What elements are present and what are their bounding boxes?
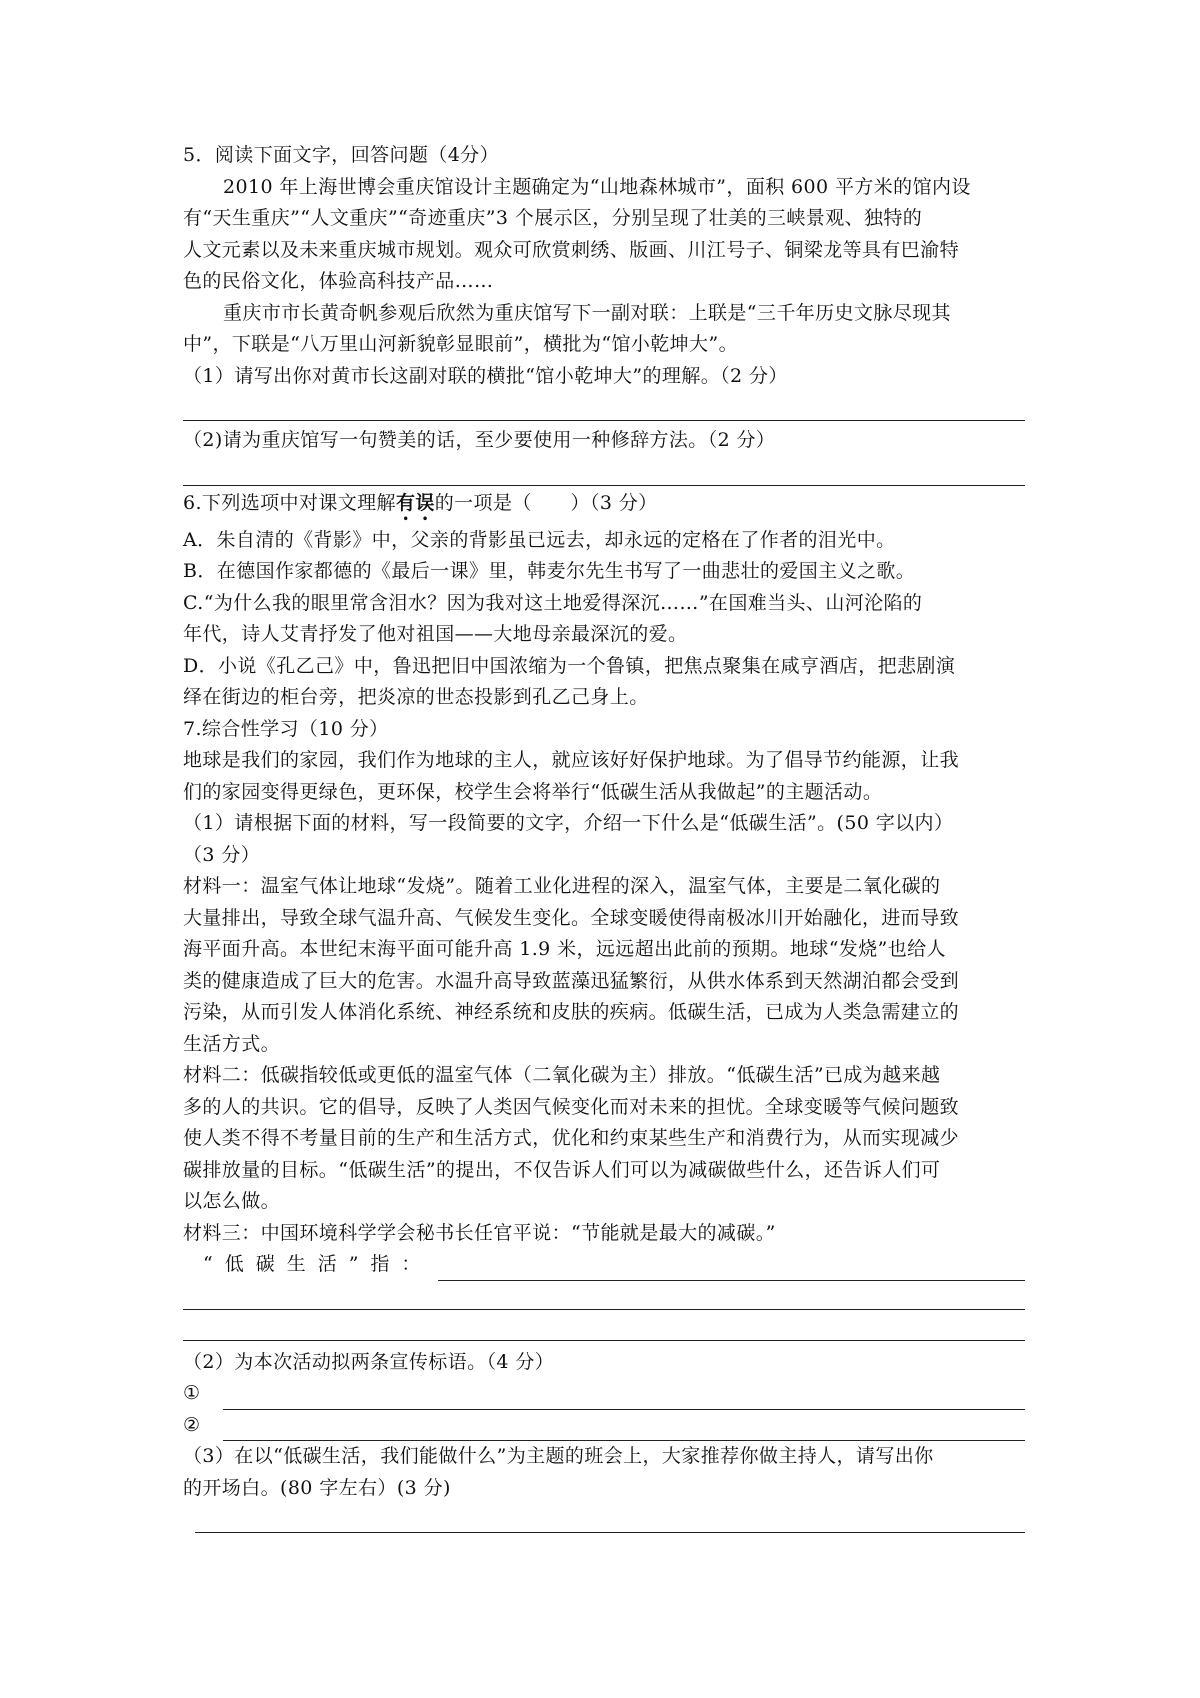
answer-line[interactable] [223, 1387, 1025, 1410]
material1-line: 材料一：温室气体让地球“发烧”。随着工业化进程的深入，温室气体，主要是二氧化碳的 [183, 875, 941, 897]
q7-sub2: （2）为本次活动拟两条宣传标语。（4 分） [183, 1350, 555, 1373]
slogan-mark: ① [183, 1382, 201, 1404]
q5-para1-line: 人文元素以及未来重庆城市规划。观众可欣赏刺绣、版画、川江号子、铜梁龙等具有巴渝特 [183, 238, 960, 261]
answer-line[interactable] [195, 1510, 1025, 1533]
material1-line: 类的健康造成了巨大的危害。水温升高导致蓝藻迅猛繁衍，从供水体系到天然湖泊都会受到 [183, 969, 960, 992]
material2-line: 使人类不得不考量目前的生产和生活方式，优化和约束某些生产和消费行为，从而实现减少 [183, 1127, 960, 1149]
slogan-row [183, 1378, 1025, 1410]
q7-title: 7.综合性学习（10 分） [183, 717, 389, 740]
q7-sub3-line: 的开场白。(80 字左右）(3 分) [183, 1476, 451, 1499]
answer-line[interactable] [183, 463, 1025, 486]
q5-para1-line: 2010 年上海世博会重庆馆设计主题确定为“山地森林城市”，面积 600 平方米的馆内设 [223, 175, 971, 198]
q7-sub1-line: （3 分） [183, 843, 261, 866]
material1-line: 海平面升高。本世纪末海平面可能升高 1.9 米，远远超出此前的预期。地球“发烧”也给人 [183, 938, 946, 960]
material1-line: 大量排出，导致全球气温升高、气候发生变化。全球变暖使得南极冰川开始融化，进而导致 [183, 906, 960, 929]
q6-title-emphasis: 有误 [395, 491, 435, 514]
material1-line: 生活方式。 [183, 1032, 281, 1055]
slogan-row [183, 1410, 1025, 1442]
exam-page [183, 140, 1025, 1533]
q6-option: D．小说《孔乙己》中，鲁迅把旧中国浓缩为一个鲁镇，把焦点聚集在咸亨酒店，把悲剧演 [183, 654, 956, 677]
material2-line: 以怎么做。 [183, 1190, 281, 1212]
answer-line[interactable] [223, 1418, 1025, 1441]
q5-para2-line: 重庆市市长黄奇帆参观后欣然为重庆馆写下一副对联：上联是“三千年历史文脉尽现其 [223, 301, 951, 324]
material2-line: 多的人的共识。它的倡导，反映了人类因气候变化而对未来的担忧。全球变暖等气候问题致 [183, 1095, 960, 1118]
answer-line[interactable] [438, 1258, 1025, 1281]
answer-line[interactable] [183, 1287, 1025, 1310]
slogan-mark: ② [183, 1413, 201, 1436]
q7-intro-line: 地球是我们的家园，我们作为地球的主人，就应该好好保护地球。为了倡导节约能源，让我 [183, 749, 960, 771]
q6-title-pre: 6.下列选项中对课文理解 [183, 491, 396, 514]
q7-sub1-line: （1）请根据下面的材料，写一段简要的文字，介绍一下什么是“低碳生活”。(50 字以内） [183, 812, 954, 834]
material1-line: 污染，从而引发人体消化系统、神经系统和皮肤的疾病。低碳生活，已成为人类急需建立的 [183, 1001, 960, 1023]
q6-title-post: 的一项是（ ）（3 分） [434, 491, 658, 514]
q6-option: C.“为什么我的眼里常含泪水？因为我对这土地爱得深沉……”在国难当头、山河沦陷的 [183, 591, 923, 614]
material2-line: 材料二：低碳指较低或更低的温室气体（二氧化碳为主）排放。“低碳生活”已成为越来越 [183, 1064, 941, 1086]
q5-sub2: （2)请为重庆馆写一句赞美的话，至少要使用一种修辞方法。（2 分） [183, 429, 776, 451]
q6-option: 绎在街边的柜台旁，把炎凉的世态投影到孔乙己身上。 [183, 686, 649, 708]
low-carbon-definition-row [183, 1249, 1025, 1281]
answer-line[interactable] [183, 398, 1025, 421]
q5-para1-line: 有“天生重庆”“人文重庆”“奇迹重庆”3 个展示区，分别呈现了壮美的三峡景观、独特的 [183, 207, 923, 229]
answer-line[interactable] [183, 1316, 1025, 1341]
q7-sub3-line: （3）在以“低碳生活，我们能做什么”为主题的班会上，大家推荐你做主持人，请写出你 [183, 1445, 934, 1467]
material2-line: 碳排放量的目标。“低碳生活”的提出，不仅告诉人们可以为减碳做些什么，还告诉人们可 [183, 1158, 941, 1181]
answer-lead-label: “低碳生活”指： [203, 1253, 433, 1275]
q5-sub1: （1）请写出你对黄市长这副对联的横批“馆小乾坤大”的理解。（2 分） [183, 364, 788, 387]
q5-title: 5．阅读下面文字，回答问题（4分） [183, 144, 499, 166]
q6-option: 年代，诗人艾青抒发了他对祖国——大地母亲最深沉的爱。 [183, 623, 688, 645]
q5-para1-line: 色的民俗文化，体验高科技产品…… [183, 270, 494, 292]
q6-option: A．朱自清的《背影》中，父亲的背影虽已远去，却永远的定格在了作者的泪光中。 [183, 528, 896, 551]
q5-para2-line: 中”，下联是“八万里山河新貌彰显眼前”，横批为“馆小乾坤大”。 [183, 333, 738, 355]
q6-option: B．在德国作家都德的《最后一课》里，韩麦尔先生书写了一曲悲壮的爱国主义之歌。 [183, 560, 916, 582]
q7-intro-line: 们的家园变得更绿色，更环保，校学生会将举行“低碳生活从我做起”的主题活动。 [183, 780, 883, 803]
material3: 材料三：中国环境科学学会秘书长任官平说：“节能就是最大的减碳。” [183, 1221, 776, 1244]
q6-title [183, 488, 1025, 525]
